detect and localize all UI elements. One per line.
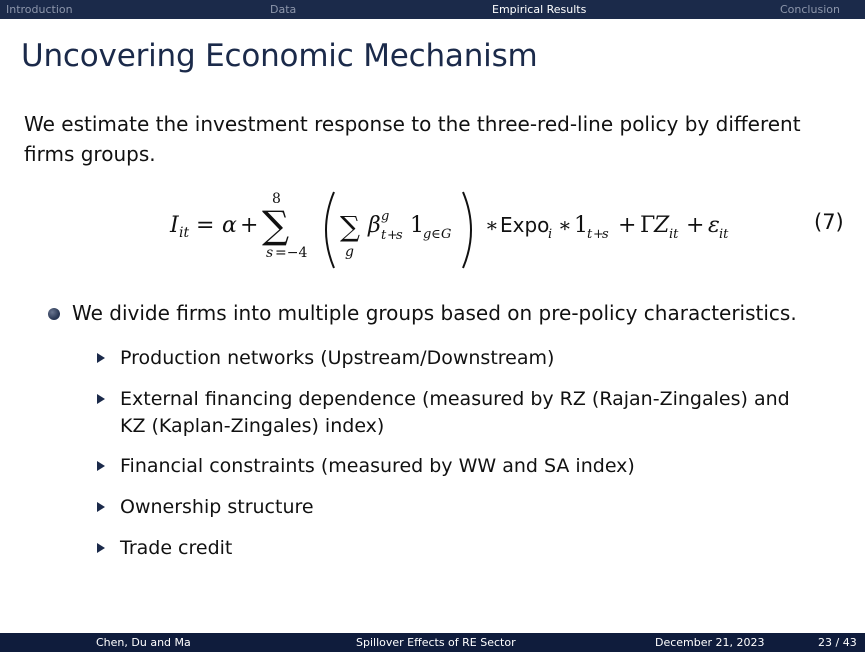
- svg-text:∑: ∑: [262, 203, 290, 247]
- svg-text:+: +: [593, 227, 604, 242]
- svg-text:∈: ∈: [431, 227, 441, 242]
- svg-text:Expo: Expo: [500, 213, 550, 237]
- footer-short-title: Spillover Effects of RE Sector: [356, 636, 516, 649]
- slide-title: Uncovering Economic Mechanism: [21, 38, 538, 74]
- svg-text:g: g: [381, 209, 390, 224]
- svg-text:g: g: [345, 244, 354, 260]
- svg-text:α: α: [222, 213, 237, 238]
- svg-text:s: s: [266, 245, 274, 261]
- triangle-bullet-icon: [97, 461, 105, 471]
- sub-bullet-item: Ownership structure: [120, 496, 314, 518]
- triangle-bullet-icon: [97, 353, 105, 363]
- svg-text:s: s: [396, 228, 403, 243]
- sub-bullet-item: Financial constraints (measured by WW and SA index): [120, 455, 635, 477]
- nav-item-empirical-results[interactable]: Empirical Results: [492, 3, 587, 16]
- svg-text:t: t: [587, 227, 593, 242]
- svg-text:g: g: [423, 227, 432, 242]
- main-bullet-text: We divide firms into multiple groups based on pre-policy characteristics.: [72, 301, 797, 325]
- svg-text:Z: Z: [654, 213, 670, 238]
- svg-text:+: +: [240, 213, 259, 238]
- triangle-bullet-icon: [97, 394, 105, 404]
- sub-bullet-item: Trade credit: [120, 537, 233, 559]
- triangle-bullet-icon: [97, 543, 105, 553]
- svg-text:1: 1: [410, 213, 424, 238]
- nav-item-data[interactable]: Data: [270, 3, 297, 16]
- nav-item-conclusion[interactable]: Conclusion: [780, 3, 840, 16]
- nav-item-introduction[interactable]: Introduction: [6, 3, 73, 16]
- sub-bullet-item: External financing dependence (measured by RZ (Rajan-Zingales) and KZ (Kaplan-Zingales) index): [120, 388, 790, 437]
- svg-text:=: =: [196, 213, 215, 238]
- svg-text:=−4: =−4: [275, 245, 308, 261]
- svg-text:+: +: [387, 228, 398, 243]
- intro-paragraph: We estimate the investment response to the three-red-line policy by different firms groups.: [24, 112, 801, 166]
- svg-text:Γ: Γ: [640, 213, 656, 238]
- regression-equation: [0, 180, 865, 276]
- svg-text:∗: ∗: [485, 213, 499, 237]
- svg-text:+: +: [618, 213, 637, 238]
- svg-text:β: β: [368, 213, 381, 238]
- svg-text:1: 1: [574, 213, 588, 238]
- svg-text:∗: ∗: [558, 213, 572, 237]
- footer-bar: [0, 633, 865, 652]
- bullet-ball-icon: [48, 308, 60, 320]
- footer-page-number: 23 / 43: [818, 636, 857, 649]
- svg-text:t: t: [381, 228, 387, 243]
- svg-text:it: it: [719, 227, 729, 242]
- footer-authors: Chen, Du and Ma: [96, 636, 191, 649]
- svg-text:G: G: [441, 227, 452, 242]
- svg-text:∑: ∑: [340, 210, 360, 243]
- triangle-bullet-icon: [97, 502, 105, 512]
- svg-text:it: it: [179, 225, 190, 241]
- svg-text:ε: ε: [708, 213, 720, 238]
- svg-text:+: +: [686, 213, 705, 238]
- equation-number: (7): [814, 210, 844, 234]
- top-navigation-bar: [0, 0, 865, 19]
- svg-text:i: i: [548, 227, 553, 242]
- svg-text:I: I: [170, 213, 179, 238]
- sub-bullet-item: Production networks (Upstream/Downstream): [120, 347, 555, 369]
- svg-text:it: it: [669, 227, 679, 242]
- svg-text:8: 8: [272, 191, 281, 207]
- footer-date: December 21, 2023: [655, 636, 765, 649]
- svg-text:s: s: [602, 227, 609, 242]
